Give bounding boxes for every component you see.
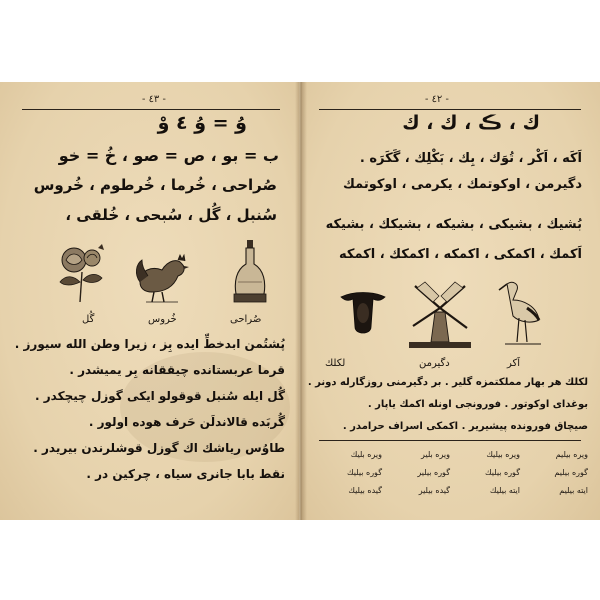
- practice-cell: گوره بیلیم: [554, 468, 588, 477]
- caption-stork: لكلك: [325, 358, 346, 369]
- left-page: [0, 82, 299, 520]
- rose-icon: [52, 242, 110, 304]
- text-line-5: طاوُس ریاشك اك گوزل قوشلرندن بیریدر .: [33, 441, 285, 455]
- practice-cell: گیده بیلیك: [348, 486, 382, 495]
- page-number: - ٤٣ -: [142, 94, 166, 105]
- text-line-1: لكلك هر بهار مملكتمزه گلیر . بر دگیرمنی روزگارله دونر .: [307, 377, 588, 388]
- text-line-2: بوغدای اوكوتور . فورونجی اونله اكمك یاپار .: [367, 399, 588, 410]
- practice-cell: گوره بیلیر: [417, 468, 450, 477]
- text-line-2: قرما عربستانده چیققانه بِر یمیشدر .: [69, 363, 285, 377]
- practice-cell: گیده بیلیر: [418, 486, 450, 495]
- windmill-icon: [405, 278, 475, 350]
- word-row-1: صُراحی ، خُرما ، خُرطوم ، خُروس: [33, 176, 277, 194]
- right-page: [301, 82, 600, 520]
- word-row-3: بُشيك ، بشيكی ، بشيكه ، بشيكك ، بشيكه: [325, 217, 582, 232]
- practice-cell: ایته بیلیك: [489, 486, 520, 495]
- text-line-3: گُل ایله سُنبل قوقولو ایکی گوزل چیچکدر .: [35, 389, 285, 403]
- page-number: - ٤٢ -: [425, 94, 449, 105]
- text-line-4: گُربَده قالاندلَن حَرف هوده اولور .: [88, 415, 285, 429]
- letter-row: وُ = وُ ٤ وْ: [157, 112, 247, 134]
- caption-carafe: صُراحی: [230, 314, 262, 325]
- practice-cell: ویره بلیك: [350, 450, 382, 459]
- rooster-icon: [132, 252, 190, 304]
- letter-row: ك ، ڪ ، ك ، ك: [402, 112, 540, 134]
- caption-rose: گُل: [82, 314, 95, 325]
- header-rule: [22, 109, 280, 110]
- practice-cell: ویره بیلیك: [486, 450, 520, 459]
- practice-cell: ویره بلیر: [421, 450, 450, 459]
- practice-cell: گوره بیلیك: [485, 468, 520, 477]
- word-row-2: دگیرمن ، اوكوتمك ، يكرمی ، اوكوتمك: [343, 177, 582, 192]
- practice-cell: ایته بیلیم: [559, 486, 588, 495]
- header-rule: [319, 109, 581, 110]
- practice-cell: گوره بیلیك: [347, 468, 382, 477]
- book-gutter: [295, 82, 307, 520]
- word-row-4: اَكمك ، اكمكی ، اكمكه ، اكمكك ، اكمكه: [339, 247, 582, 262]
- word-row-1: اَكَه ، اَكْر ، تُوَك ، بِك ، بَكْلِك ، گَكَرَه .: [359, 151, 582, 166]
- carafe-icon: [230, 238, 270, 306]
- open-book: [0, 82, 600, 520]
- text-line-3: صيچاق فورونده پيشيرير . اكمكی اسراف حرامدر .: [342, 421, 588, 432]
- practice-cell: ویره بیلیم: [555, 450, 588, 459]
- caption-windmill: دگیرمن: [419, 358, 450, 369]
- text-line-1: پُشتُمن ابدخطِّ ایده بِز ، زیرا وطن الله سیورز .: [14, 337, 285, 351]
- text-line-6: نقط بابا جانری سیاه ، چرکین در .: [86, 467, 285, 481]
- word-row-2: سُنبل ، گُل ، سُبحی ، خُلقی ،: [65, 206, 277, 224]
- caption-saddle: اَكر: [507, 358, 521, 369]
- section-rule: [319, 440, 581, 441]
- equation-row: ب = بو ، ص = صو ، خُ = خو: [58, 146, 279, 165]
- stork-icon: [497, 278, 549, 350]
- caption-rooster: خُروس: [148, 314, 177, 325]
- saddle-icon: [337, 287, 389, 341]
